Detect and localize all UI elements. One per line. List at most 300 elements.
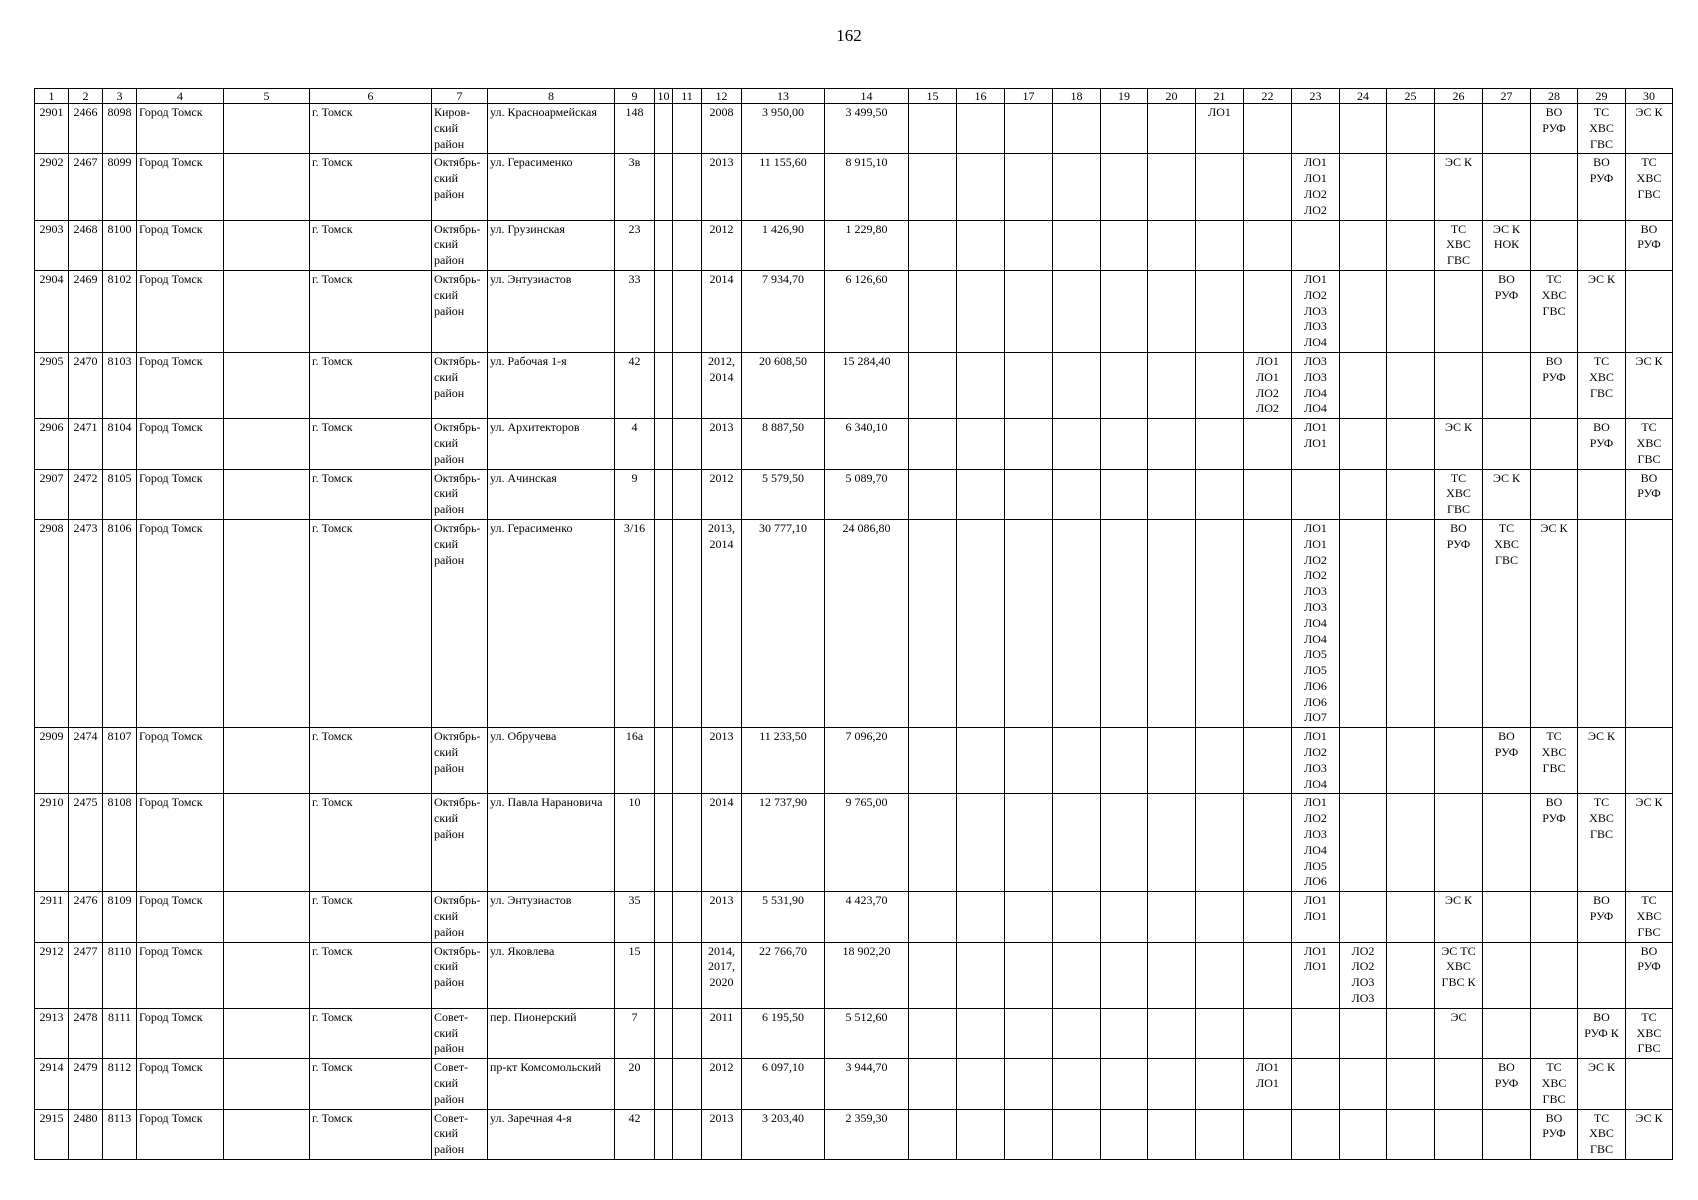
cell-col-2: 2468 [69,220,103,270]
cell-col-24 [1340,352,1387,418]
cell-col-7: Октябрь- ский район [432,270,488,352]
cell-col-19 [1101,794,1148,892]
cell-col-6: г. Томск [310,419,432,469]
cell-col-9: 148 [615,104,655,154]
table-row [35,794,1673,892]
cell-col-15 [909,519,957,727]
cell-col-4: Город Томск [137,154,224,220]
cell-col-11 [673,794,702,892]
cell-col-24 [1340,794,1387,892]
cell-col-10 [655,728,673,794]
cell-col-27 [1483,352,1531,418]
cell-col-29 [1578,942,1626,1008]
column-header-19: 19 [1101,89,1148,104]
cell-col-8: ул. Энтузиастов [488,270,615,352]
cell-col-17 [1005,794,1053,892]
cell-col-30 [1626,1059,1673,1109]
cell-col-25 [1387,942,1435,1008]
cell-col-29: ЭС К [1578,1059,1626,1109]
cell-col-15 [909,352,957,418]
column-header-16: 16 [957,89,1005,104]
cell-col-9: 15 [615,942,655,1008]
cell-col-25 [1387,892,1435,942]
cell-col-28 [1531,892,1578,942]
cell-col-24 [1340,419,1387,469]
cell-col-3: 8111 [103,1008,137,1058]
cell-col-20 [1148,352,1196,418]
cell-col-3: 8105 [103,469,137,519]
cell-col-15 [909,1008,957,1058]
cell-col-3: 8107 [103,728,137,794]
register-table [34,88,1673,1160]
cell-col-26 [1435,352,1483,418]
cell-col-29 [1578,519,1626,727]
cell-col-23 [1292,1109,1340,1159]
cell-col-9: 3в [615,154,655,220]
cell-col-5 [224,352,310,418]
cell-col-11 [673,942,702,1008]
table-row [35,352,1673,418]
column-header-15: 15 [909,89,957,104]
cell-col-28: ТС ХВС ГВС [1531,728,1578,794]
cell-col-16 [957,892,1005,942]
cell-col-19 [1101,1008,1148,1058]
cell-col-12: 2014 [702,270,742,352]
cell-col-15 [909,728,957,794]
cell-col-21 [1196,1109,1244,1159]
cell-col-12: 2013 [702,154,742,220]
cell-col-6: г. Томск [310,1059,432,1109]
cell-col-20 [1148,942,1196,1008]
cell-col-12: 2008 [702,104,742,154]
cell-col-2: 2466 [69,104,103,154]
column-header-30: 30 [1626,89,1673,104]
cell-col-16 [957,469,1005,519]
cell-col-10 [655,270,673,352]
cell-col-7: Октябрь- ский район [432,154,488,220]
cell-col-14: 7 096,20 [825,728,909,794]
cell-col-1: 2912 [35,942,69,1008]
column-header-6: 6 [310,89,432,104]
cell-col-24 [1340,728,1387,794]
cell-col-18 [1053,469,1101,519]
cell-col-25 [1387,469,1435,519]
cell-col-19 [1101,154,1148,220]
cell-col-26: ВО РУФ [1435,519,1483,727]
cell-col-19 [1101,1109,1148,1159]
column-header-28: 28 [1531,89,1578,104]
cell-col-12: 2013, 2014 [702,519,742,727]
column-header-24: 24 [1340,89,1387,104]
cell-col-30: ВО РУФ [1626,220,1673,270]
cell-col-4: Город Томск [137,270,224,352]
cell-col-22 [1244,270,1292,352]
page-number: 162 [836,26,862,45]
cell-col-10 [655,1008,673,1058]
cell-col-16 [957,352,1005,418]
cell-col-22 [1244,469,1292,519]
cell-col-1: 2910 [35,794,69,892]
cell-col-5 [224,1109,310,1159]
cell-col-28 [1531,419,1578,469]
column-header-17: 17 [1005,89,1053,104]
cell-col-22 [1244,220,1292,270]
cell-col-29 [1578,469,1626,519]
cell-col-21 [1196,942,1244,1008]
cell-col-11 [673,469,702,519]
cell-col-13: 11 233,50 [742,728,825,794]
cell-col-27: ВО РУФ [1483,728,1531,794]
cell-col-27 [1483,419,1531,469]
cell-col-24 [1340,154,1387,220]
cell-col-8: ул. Ачинская [488,469,615,519]
cell-col-12: 2014, 2017, 2020 [702,942,742,1008]
cell-col-5 [224,469,310,519]
cell-col-3: 8104 [103,419,137,469]
cell-col-18 [1053,104,1101,154]
cell-col-21 [1196,270,1244,352]
cell-col-30: ЭС К [1626,1109,1673,1159]
cell-col-29: ВО РУФ К [1578,1008,1626,1058]
cell-col-13: 5 579,50 [742,469,825,519]
cell-col-30: ТС ХВС ГВС [1626,892,1673,942]
cell-col-3: 8100 [103,220,137,270]
cell-col-26 [1435,1109,1483,1159]
cell-col-6: г. Томск [310,469,432,519]
cell-col-11 [673,270,702,352]
cell-col-7: Октябрь- ский район [432,519,488,727]
cell-col-30: ЭС К [1626,352,1673,418]
table-row [35,104,1673,154]
cell-col-10 [655,352,673,418]
column-header-22: 22 [1244,89,1292,104]
cell-col-4: Город Томск [137,419,224,469]
cell-col-15 [909,942,957,1008]
cell-col-4: Город Томск [137,794,224,892]
cell-col-28 [1531,1008,1578,1058]
cell-col-7: Октябрь- ский район [432,419,488,469]
cell-col-27: ЭС К НОК [1483,220,1531,270]
cell-col-3: 8099 [103,154,137,220]
cell-col-22 [1244,154,1292,220]
cell-col-5 [224,270,310,352]
cell-col-11 [673,419,702,469]
cell-col-2: 2475 [69,794,103,892]
cell-col-19 [1101,519,1148,727]
cell-col-21 [1196,794,1244,892]
cell-col-5 [224,220,310,270]
cell-col-29 [1578,220,1626,270]
cell-col-25 [1387,104,1435,154]
cell-col-6: г. Томск [310,1109,432,1159]
cell-col-12: 2012 [702,220,742,270]
cell-col-4: Город Томск [137,1059,224,1109]
table-row [35,220,1673,270]
cell-col-28 [1531,942,1578,1008]
cell-col-21 [1196,892,1244,942]
cell-col-29: ТС ХВС ГВС [1578,352,1626,418]
cell-col-9: 16а [615,728,655,794]
cell-col-4: Город Томск [137,892,224,942]
column-header-10: 10 [655,89,673,104]
cell-col-27: ВО РУФ [1483,270,1531,352]
cell-col-26 [1435,270,1483,352]
cell-col-13: 5 531,90 [742,892,825,942]
cell-col-30: ТС ХВС ГВС [1626,154,1673,220]
cell-col-3: 8103 [103,352,137,418]
cell-col-20 [1148,892,1196,942]
cell-col-19 [1101,942,1148,1008]
cell-col-3: 8112 [103,1059,137,1109]
cell-col-23: ЛО1 ЛО1 ЛО2 ЛО2 [1292,154,1340,220]
cell-col-27 [1483,154,1531,220]
cell-col-7: Октябрь- ский район [432,728,488,794]
cell-col-5 [224,794,310,892]
cell-col-21 [1196,469,1244,519]
cell-col-25 [1387,419,1435,469]
cell-col-9: 4 [615,419,655,469]
cell-col-2: 2470 [69,352,103,418]
cell-col-20 [1148,104,1196,154]
cell-col-29: ВО РУФ [1578,419,1626,469]
cell-col-3: 8098 [103,104,137,154]
column-header-8: 8 [488,89,615,104]
cell-col-17 [1005,1059,1053,1109]
cell-col-23 [1292,1008,1340,1058]
cell-col-27 [1483,892,1531,942]
cell-col-28: ЭС К [1531,519,1578,727]
cell-col-2: 2471 [69,419,103,469]
cell-col-2: 2472 [69,469,103,519]
cell-col-25 [1387,220,1435,270]
cell-col-24 [1340,270,1387,352]
cell-col-27: ВО РУФ [1483,1059,1531,1109]
cell-col-16 [957,1059,1005,1109]
table-row [35,154,1673,220]
cell-col-6: г. Томск [310,270,432,352]
cell-col-30: ВО РУФ [1626,942,1673,1008]
cell-col-27 [1483,104,1531,154]
cell-col-1: 2901 [35,104,69,154]
cell-col-27: ЭС К [1483,469,1531,519]
cell-col-24 [1340,1059,1387,1109]
cell-col-10 [655,1059,673,1109]
cell-col-14: 5 512,60 [825,1008,909,1058]
cell-col-22 [1244,794,1292,892]
cell-col-11 [673,352,702,418]
column-header-21: 21 [1196,89,1244,104]
header-row [35,89,1673,104]
cell-col-17 [1005,942,1053,1008]
cell-col-18 [1053,519,1101,727]
cell-col-27 [1483,794,1531,892]
cell-col-11 [673,220,702,270]
column-header-3: 3 [103,89,137,104]
cell-col-15 [909,419,957,469]
cell-col-6: г. Томск [310,1008,432,1058]
cell-col-28: ВО РУФ [1531,104,1578,154]
cell-col-4: Город Томск [137,1008,224,1058]
cell-col-5 [224,419,310,469]
cell-col-15 [909,892,957,942]
cell-col-15 [909,270,957,352]
cell-col-30: ЭС К [1626,104,1673,154]
cell-col-21 [1196,519,1244,727]
cell-col-16 [957,220,1005,270]
cell-col-16 [957,794,1005,892]
cell-col-20 [1148,419,1196,469]
cell-col-14: 6 340,10 [825,419,909,469]
cell-col-12: 2014 [702,794,742,892]
cell-col-19 [1101,419,1148,469]
cell-col-18 [1053,1109,1101,1159]
cell-col-19 [1101,728,1148,794]
cell-col-18 [1053,728,1101,794]
cell-col-15 [909,469,957,519]
column-header-2: 2 [69,89,103,104]
cell-col-10 [655,519,673,727]
cell-col-26 [1435,728,1483,794]
cell-col-17 [1005,469,1053,519]
cell-col-22: ЛО1 ЛО1 ЛО2 ЛО2 [1244,352,1292,418]
cell-col-2: 2469 [69,270,103,352]
cell-col-4: Город Томск [137,352,224,418]
table-row [35,892,1673,942]
cell-col-12: 2013 [702,728,742,794]
cell-col-24 [1340,892,1387,942]
cell-col-5 [224,519,310,727]
cell-col-6: г. Томск [310,154,432,220]
cell-col-16 [957,519,1005,727]
cell-col-8: ул. Обручева [488,728,615,794]
cell-col-11 [673,519,702,727]
cell-col-14: 15 284,40 [825,352,909,418]
cell-col-8: ул. Грузинская [488,220,615,270]
cell-col-13: 1 426,90 [742,220,825,270]
column-header-4: 4 [137,89,224,104]
cell-col-7: Совет- ский район [432,1059,488,1109]
cell-col-2: 2479 [69,1059,103,1109]
cell-col-23: ЛО1 ЛО1 [1292,419,1340,469]
cell-col-9: 3/16 [615,519,655,727]
column-header-9: 9 [615,89,655,104]
cell-col-11 [673,154,702,220]
table-row [35,469,1673,519]
cell-col-21 [1196,419,1244,469]
cell-col-14: 3 944,70 [825,1059,909,1109]
cell-col-25 [1387,728,1435,794]
cell-col-5 [224,1008,310,1058]
cell-col-15 [909,794,957,892]
cell-col-8: ул. Герасименко [488,154,615,220]
cell-col-23 [1292,469,1340,519]
cell-col-21 [1196,352,1244,418]
cell-col-23: ЛО1 ЛО2 ЛО3 ЛО4 ЛО5 ЛО6 [1292,794,1340,892]
cell-col-11 [673,1059,702,1109]
cell-col-6: г. Томск [310,942,432,1008]
cell-col-9: 20 [615,1059,655,1109]
cell-col-21 [1196,220,1244,270]
cell-col-17 [1005,220,1053,270]
cell-col-18 [1053,1059,1101,1109]
cell-col-2: 2477 [69,942,103,1008]
cell-col-7: Киров- ский район [432,104,488,154]
cell-col-1: 2909 [35,728,69,794]
table-row [35,1109,1673,1159]
cell-col-17 [1005,1008,1053,1058]
cell-col-30 [1626,519,1673,727]
cell-col-12: 2013 [702,419,742,469]
cell-col-3: 8113 [103,1109,137,1159]
cell-col-30 [1626,728,1673,794]
column-header-23: 23 [1292,89,1340,104]
cell-col-6: г. Томск [310,352,432,418]
cell-col-30: ТС ХВС ГВС [1626,1008,1673,1058]
cell-col-23: ЛО3 ЛО3 ЛО4 ЛО4 [1292,352,1340,418]
cell-col-14: 5 089,70 [825,469,909,519]
cell-col-16 [957,1109,1005,1159]
cell-col-29: ТС ХВС ГВС [1578,794,1626,892]
cell-col-7: Октябрь- ский район [432,942,488,1008]
cell-col-6: г. Томск [310,220,432,270]
cell-col-20 [1148,794,1196,892]
cell-col-16 [957,1008,1005,1058]
cell-col-3: 8108 [103,794,137,892]
cell-col-20 [1148,270,1196,352]
cell-col-20 [1148,220,1196,270]
cell-col-11 [673,1008,702,1058]
cell-col-23 [1292,1059,1340,1109]
cell-col-4: Город Томск [137,728,224,794]
cell-col-29: ТС ХВС ГВС [1578,1109,1626,1159]
cell-col-1: 2904 [35,270,69,352]
cell-col-18 [1053,352,1101,418]
cell-col-23: ЛО1 ЛО1 [1292,942,1340,1008]
cell-col-20 [1148,519,1196,727]
cell-col-17 [1005,419,1053,469]
cell-col-1: 2914 [35,1059,69,1109]
cell-col-4: Город Томск [137,220,224,270]
cell-col-11 [673,1109,702,1159]
cell-col-5 [224,942,310,1008]
cell-col-28: ТС ХВС ГВС [1531,1059,1578,1109]
cell-col-10 [655,794,673,892]
cell-col-18 [1053,794,1101,892]
cell-col-7: Совет- ский район [432,1008,488,1058]
cell-col-14: 24 086,80 [825,519,909,727]
cell-col-9: 33 [615,270,655,352]
column-header-29: 29 [1578,89,1626,104]
cell-col-14: 1 229,80 [825,220,909,270]
cell-col-5 [224,728,310,794]
cell-col-29: ВО РУФ [1578,154,1626,220]
cell-col-8: ул. Рабочая 1-я [488,352,615,418]
cell-col-16 [957,419,1005,469]
column-header-12: 12 [702,89,742,104]
cell-col-10 [655,942,673,1008]
cell-col-14: 9 765,00 [825,794,909,892]
cell-col-21: ЛО1 [1196,104,1244,154]
cell-col-5 [224,892,310,942]
cell-col-16 [957,270,1005,352]
cell-col-25 [1387,1008,1435,1058]
cell-col-18 [1053,1008,1101,1058]
cell-col-4: Город Томск [137,104,224,154]
column-header-11: 11 [673,89,702,104]
cell-col-17 [1005,270,1053,352]
cell-col-13: 3 950,00 [742,104,825,154]
column-header-1: 1 [35,89,69,104]
